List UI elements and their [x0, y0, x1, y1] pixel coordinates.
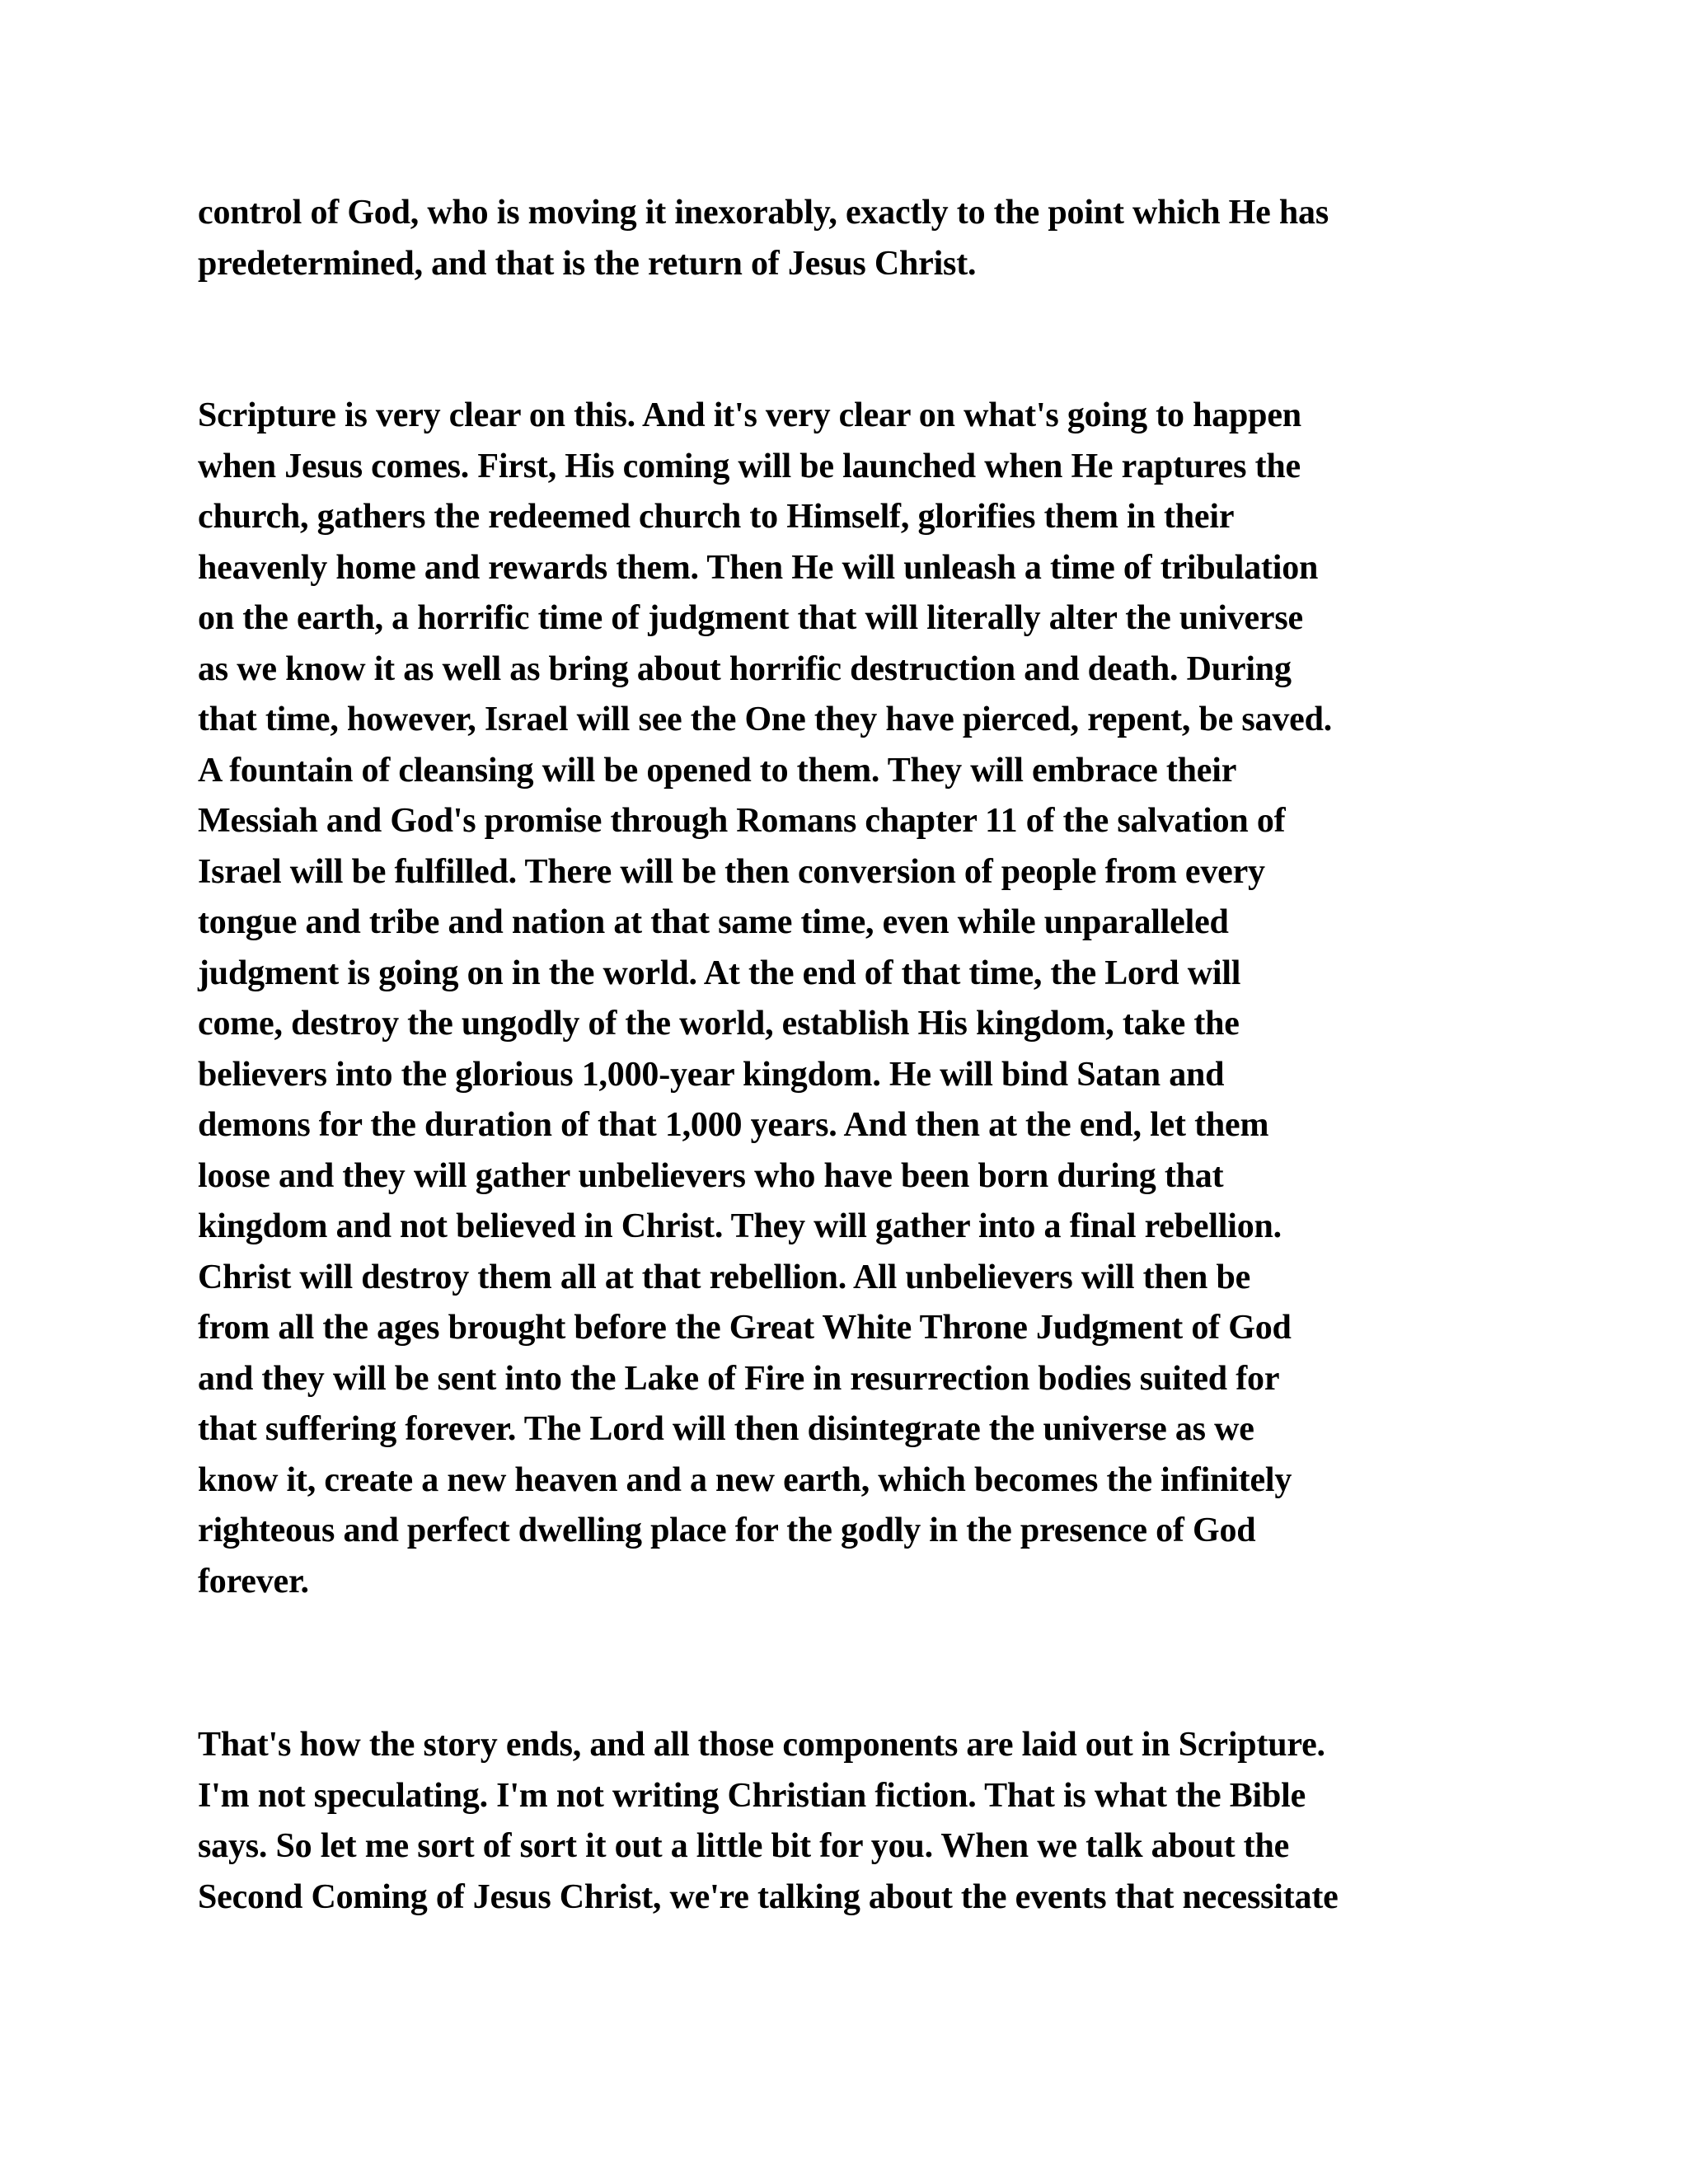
- text-line: Second Coming of Jesus Christ, we're talking about the events that necessitate: [198, 1877, 1339, 1916]
- text-line: judgment is going on in the world. At the end of that time, the Lord will: [198, 954, 1241, 992]
- text-line: That's how the story ends, and all those components are laid out in Scripture.: [198, 1726, 1325, 1764]
- text-line: know it, create a new heaven and a new earth, which becomes the infinitely: [198, 1460, 1292, 1499]
- text-line: demons for the duration of that 1,000 years. And then at the end, let them: [198, 1106, 1269, 1144]
- text-line: predetermined, and that is the return of Jesus Christ.: [198, 244, 977, 283]
- text-line: forever.: [198, 1562, 309, 1601]
- text-line: as we know it as well as bring about horrific destruction and death. During: [198, 649, 1292, 688]
- text-line: that suffering forever. The Lord will then disintegrate the universe as we: [198, 1410, 1254, 1448]
- paragraph-1: [198, 188, 1500, 289]
- text-line: tongue and tribe and nation at that same time, even while unparalleled: [198, 903, 1229, 941]
- paragraph-3: [198, 1720, 1500, 1923]
- text-line: and they will be sent into the Lake of Fire in resurrection bodies suited for: [198, 1359, 1280, 1398]
- text-line: control of God, who is moving it inexorably, exactly to the point which He has: [198, 194, 1329, 232]
- text-line: righteous and perfect dwelling place for the godly in the presence of God: [198, 1511, 1256, 1549]
- text-line: Christ will destroy them all at that rebellion. All unbelievers will then be: [198, 1258, 1251, 1296]
- text-line: come, destroy the ungodly of the world, establish His kingdom, take the: [198, 1005, 1240, 1043]
- text-line: says. So let me sort of sort it out a little bit for you. When we talk about the: [198, 1827, 1290, 1865]
- text-line: Scripture is very clear on this. And it's very clear on what's going to happen: [198, 396, 1301, 434]
- text-line: on the earth, a horrific time of judgment that will literally alter the universe: [198, 599, 1303, 637]
- text-line: when Jesus comes. First, His coming will be launched when He raptures the: [198, 447, 1301, 485]
- text-line: Israel will be fulfilled. There will be then conversion of people from every: [198, 852, 1265, 891]
- text-line: loose and they will gather unbelievers who have been born during that: [198, 1156, 1224, 1195]
- text-line: from all the ages brought before the Great White Throne Judgment of God: [198, 1309, 1292, 1347]
- text-line: A fountain of cleansing will be opened to them. They will embrace their: [198, 751, 1237, 790]
- paragraph-2: [198, 391, 1500, 1607]
- text-line: believers into the glorious 1,000-year kingdom. He will bind Satan and: [198, 1055, 1225, 1094]
- text-line: heavenly home and rewards them. Then He will unleash a time of tribulation: [198, 548, 1319, 587]
- text-line: I'm not speculating. I'm not writing Christian fiction. That is what the Bible: [198, 1776, 1306, 1815]
- text-line: that time, however, Israel will see the One they have pierced, repent, be saved.: [198, 701, 1333, 738]
- text-line: church, gathers the redeemed church to Himself, glorifies them in their: [198, 498, 1235, 536]
- text-line: Messiah and God's promise through Romans chapter 11 of the salvation of: [198, 802, 1286, 840]
- text-line: kingdom and not believed in Christ. They will gather into a final rebellion.: [198, 1207, 1282, 1245]
